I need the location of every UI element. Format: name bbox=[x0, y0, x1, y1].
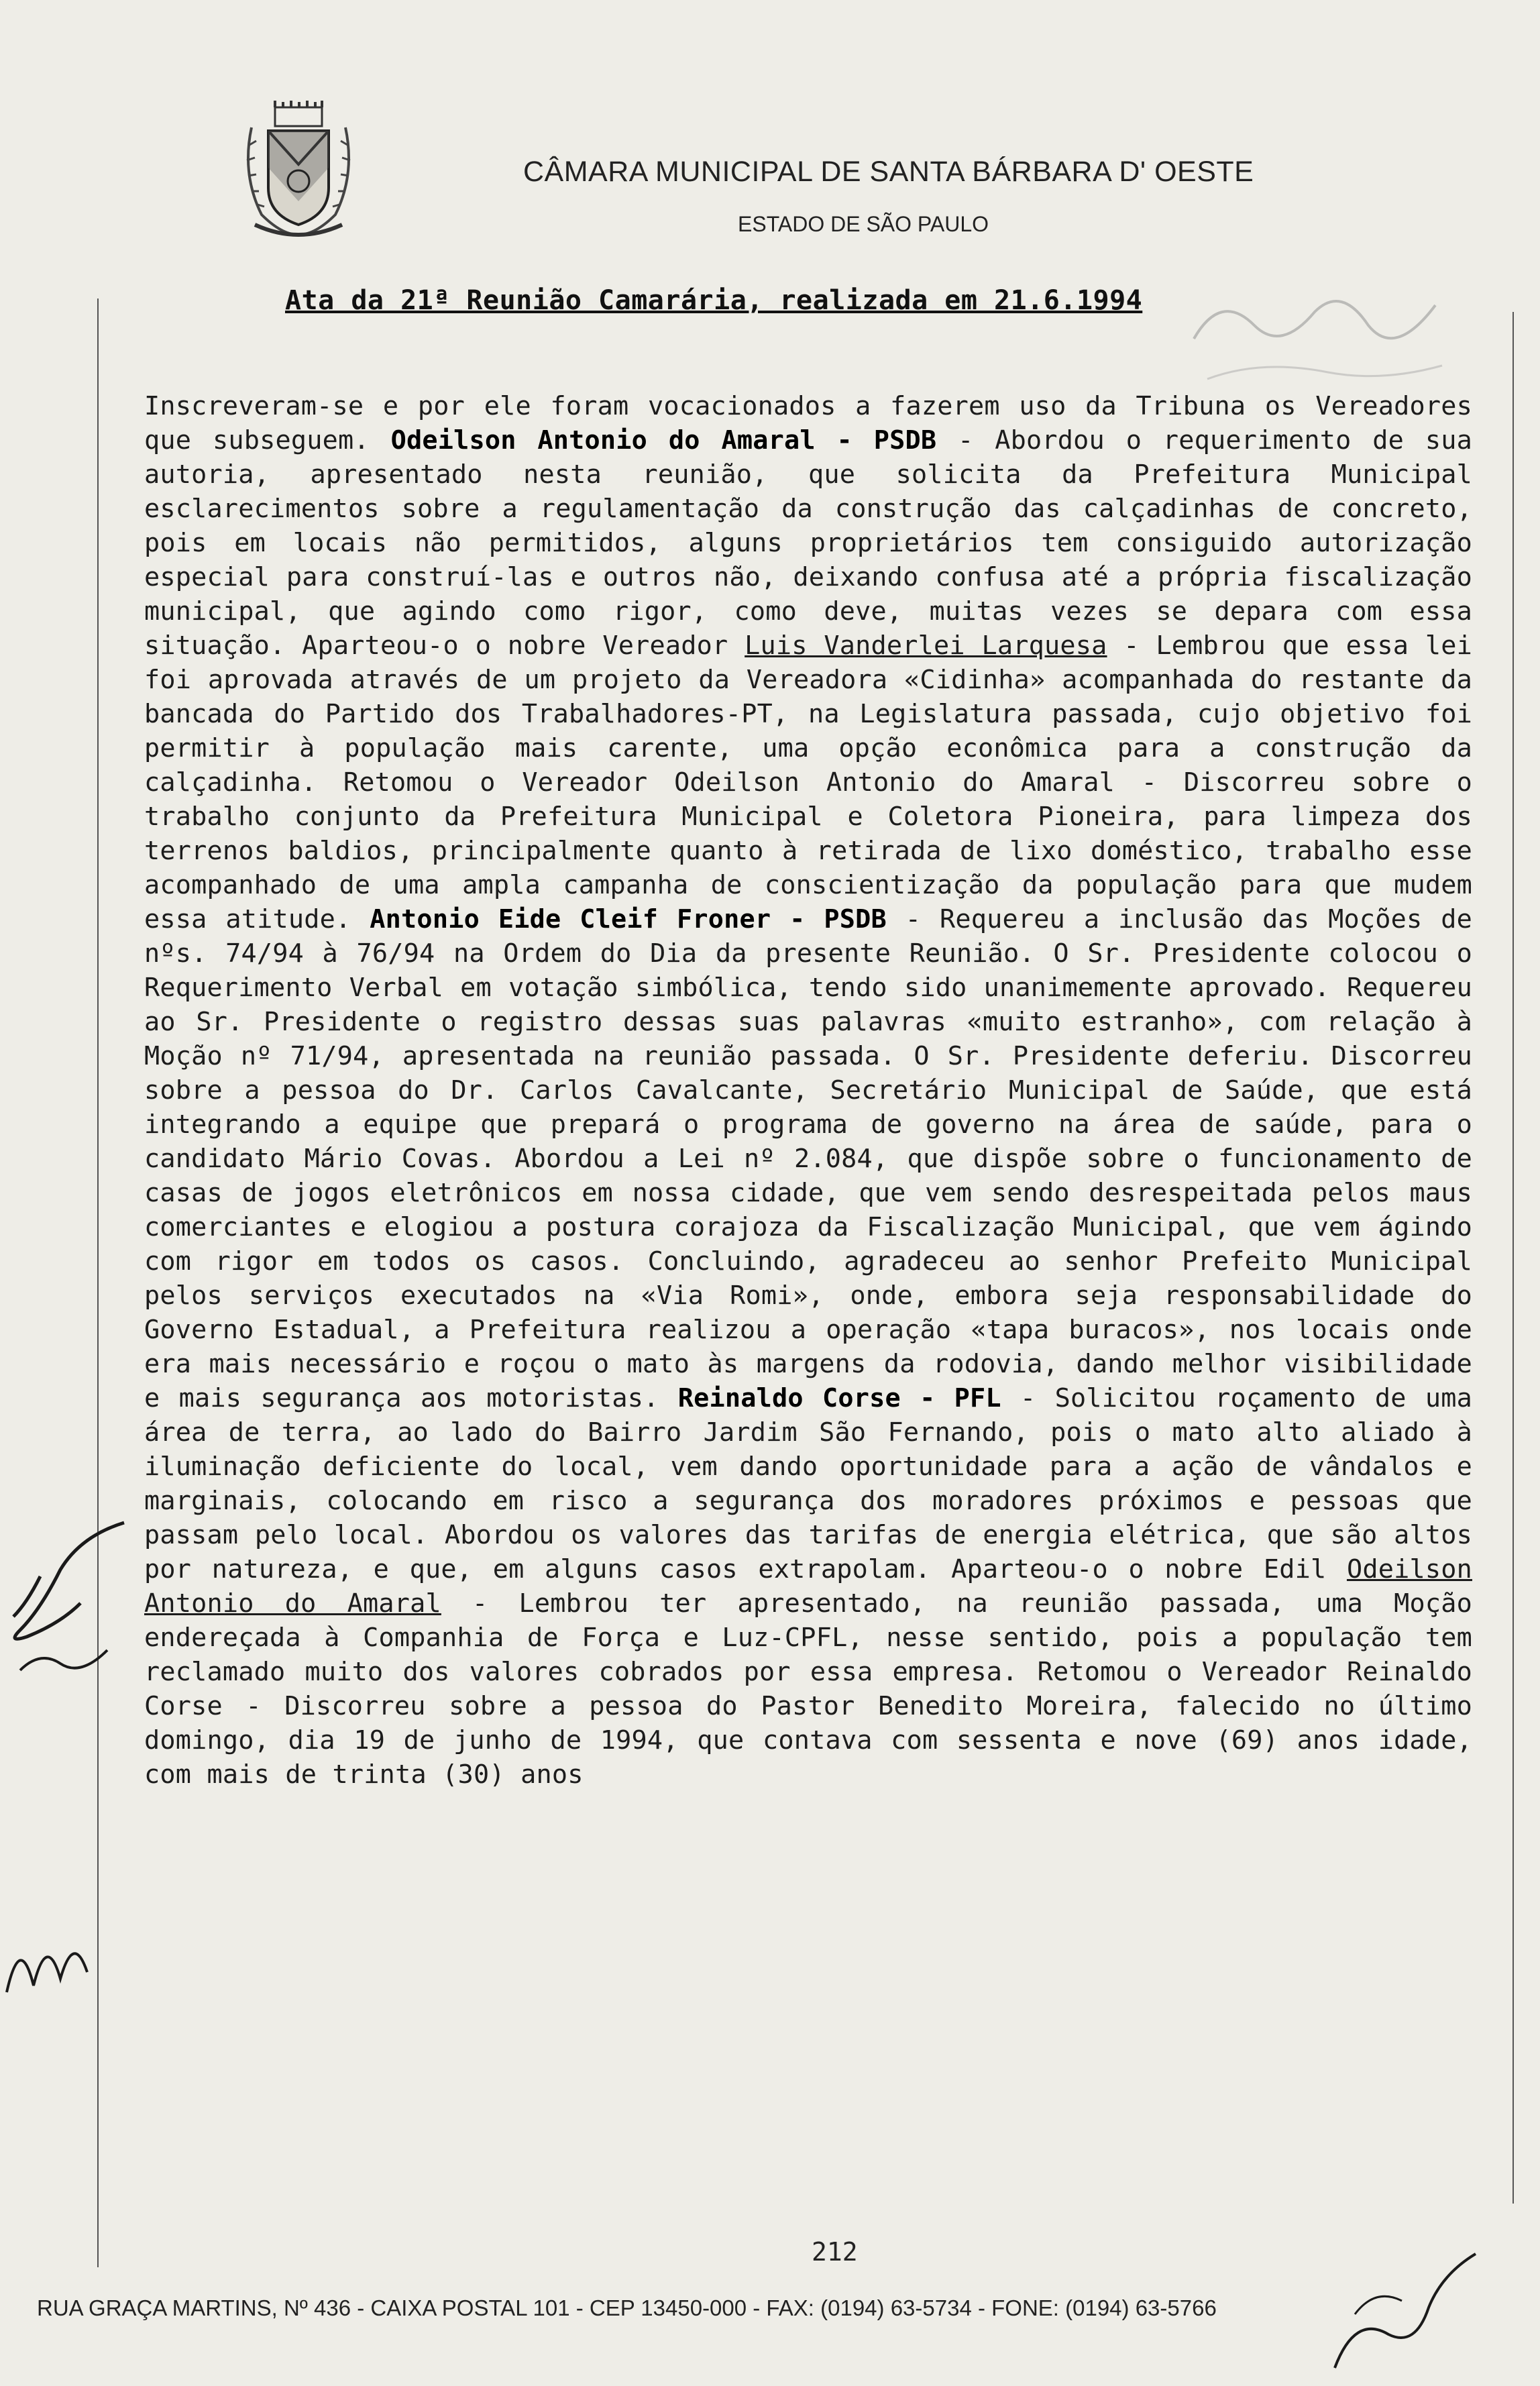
state-name: ESTADO DE SÃO PAULO bbox=[738, 212, 989, 236]
handwritten-signature-icon bbox=[0, 1892, 94, 2026]
text-segment: - Lembrou ter apresentado, na reunião passada, uma Moção endereçada à Companhia de Força e Luz-CPFL, nesse sentido, pois a população tem reclamado muito dos valores cobrados por essa empresa. Retomou o Vereador Reinaldo Corse - Discorreu sobre a pessoa do Pastor Benedito Moreira, falecido no último domingo, dia 19 de junho de 1994, que contava com sessenta e nove (69) anos idade, com mais de trinta (30) anos bbox=[144, 1588, 1472, 1790]
speaker-name: Antonio Eide Cleif Froner - PSDB bbox=[370, 904, 887, 934]
text-segment: Inscreveram-se e por ele foram vocacionados a fazerem uso da Tribuna os Vereadores que subseguem. bbox=[144, 391, 1472, 455]
right-margin-rule bbox=[1512, 312, 1514, 2204]
text-segment: - Lembrou que essa lei foi aprovada através de um projeto da Vereadora «Cidinha» acompanhada do restante da bancada do Partido dos Trabalhadores-PT, na Legislatura passada, cujo objetivo foi permitir à população mais carente, uma opção econômica para a construção da calçadinha. Retomou o Vereador Odeilson Antonio do Amaral - Discorreu sobre o trabalho conjunto da Prefeitura Municipal e Coletora Pioneira, para limpeza dos terrenos baldios, principalmente quanto à retirada de lixo doméstico, trabalho esse acompanhado de uma ampla campanha de conscientização da população para que mudem essa atitude. bbox=[144, 631, 1473, 934]
minutes-body bbox=[144, 389, 1472, 1792]
text-segment: - Requereu a inclusão das Moções de nºs. 74/94 à 76/94 na Ordem do Dia da presente Reunião. O Sr. Presidente colocou o Requerimento Verbal em votação simbólica, tendo sido unanimemente aprovado. Requereu ao Sr. Presidente o registro dessas suas palavras «muito estranho», com relação à Moção nº 71/94, apresentada na reunião passada. O Sr. Presidente deferiu. Discorreu sobre a pessoa do Dr. Carlos Cavalcante, Secretário Municipal de Saúde, que está integrando a equipe que prepará o programa de governo na área de saúde, para o candidato Mário Covas. Abordou a Lei nº 2.084, que dispõe sobre o funcionamento de casas de jogos eletrônicos em nossa cidade, que vem sendo desrespeitada pelos maus comerciantes e elogiou a postura corajoza da Fiscalização Municipal, que vem ágindo com rigor em todos os casos. Concluindo, agradeceu ao senhor Prefeito Municipal pelos serviços executados na «Via Romi», onde, embora seja responsabilidade do Governo Estadual, a Prefeitura realizou a operação «tapa buracos», nos locais onde era mais necessário e roçou o mato às margens da rodovia, dando melhor visibilidade e mais segurança aos motoristas. bbox=[144, 904, 1472, 1413]
speaker-name: Odeilson Antonio do Amaral - PSDB bbox=[390, 425, 937, 455]
footer-address: RUA GRAÇA MARTINS, Nº 436 - CAIXA POSTAL 101 - CEP 13450-000 - FAX: (0194) 63-5734 - FONE: (0194) 63-5766 bbox=[37, 2295, 1217, 2320]
handwritten-signature-icon bbox=[1180, 265, 1462, 426]
aparteante-name: Luis Vanderlei Larquesa bbox=[745, 631, 1107, 661]
handwritten-signature-icon bbox=[1315, 2234, 1489, 2386]
speaker-name: Reinaldo Corse - PFL bbox=[677, 1383, 1001, 1413]
municipal-coat-of-arms-icon bbox=[241, 101, 355, 241]
text-segment: - Solicitou roçamento de uma área de terra, ao lado do Bairro Jardim São Fernando, pois o mato alto aliado à iluminação deficiente do local, vem dando oportunidade para a ação de vândalos e marginais, colocando em risco a segurança dos moradores próximos e pessoas que passam pelo local. Abordou os valores das tarifas de energia elétrica, que são altos por natureza, e que, em alguns casos extrapolam. Aparteou-o o nobre Edil bbox=[144, 1383, 1472, 1584]
left-margin-rule bbox=[97, 299, 99, 2267]
minutes-heading: Ata da 21ª Reunião Camarária, realizada em 21.6.1994 bbox=[285, 285, 1143, 316]
aparteante-name: Odeilson Antonio do Amaral bbox=[144, 1554, 1472, 1619]
chamber-name: CÂMARA MUNICIPAL DE SANTA BÁRBARA D' OESTE bbox=[523, 156, 1254, 188]
page-number: 212 bbox=[812, 2237, 858, 2267]
text-segment: - Abordou o requerimento de sua autoria, apresentado nesta reunião, que solicita da Prefeitura Municipal esclarecimentos sobre a regulamentação da construção das calçadinhas de concreto, pois em locais não permitidos, alguns proprietários tem consiguido autorização especial para construí-las e outros não, deixando confusa até a própria fiscalização municipal, que agindo como rigor, como deve, muitas vezes se depara com essa situação. Aparteou-o o nobre Vereador bbox=[144, 425, 1472, 661]
handwritten-signature-icon bbox=[0, 1496, 134, 1690]
